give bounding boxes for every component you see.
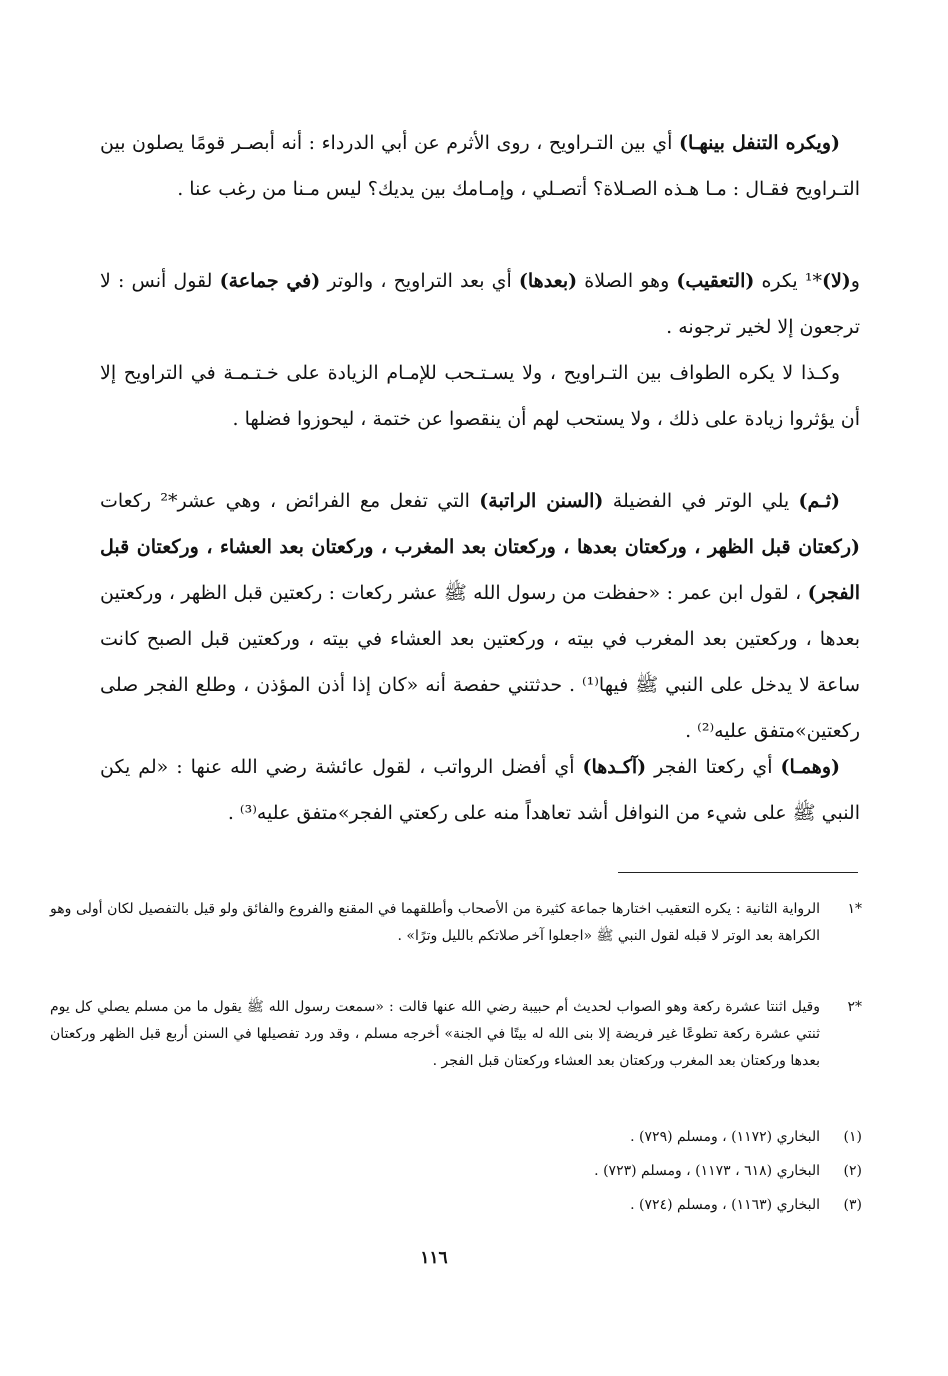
footnote-marker: (١) bbox=[843, 1129, 862, 1145]
text-run: *¹ يكره bbox=[754, 270, 822, 292]
bold-run: (ثـم) bbox=[798, 490, 840, 512]
footnote-4 bbox=[50, 1158, 862, 1185]
text-run: وكـذا لا يكره الطواف بين التـراويح ، ولا يسـتـحب للإمـام الزيادة على خـتـمـة في التراويح إلا أن يؤثروا زيادة على ذلك ، ولا يستحب لهم أن ينقصوا عن ختمة ، ليحوزوا فضلها . bbox=[100, 362, 860, 430]
bold-run: (ركعتان قبل الظهر ، وركعتان بعدها ، وركعتان بعد المغرب ، وركعتان بعد العشاء ، وركعتان قبل الفجر) bbox=[100, 536, 860, 604]
footnote-text: البخاري (٦١٨ ، ١١٧٣) ، ومسلم (٧٢٣) . bbox=[594, 1163, 820, 1179]
bold-run: (في جماعة) bbox=[219, 270, 321, 292]
footnote-text: الرواية الثانية : يكره التعقيب اختارها جماعة كثيرة من الأصحاب وأطلقهما في المقنع والفروع والفائق ولو قيل بالتفصيل لكان أولى وهو الكراهة بعد الوتر لا قبله لقول النبي ﷺ «اجعلوا آخر صلاتكم بالليل وترًا» . bbox=[50, 901, 820, 944]
footnote-marker: (٣) bbox=[843, 1197, 862, 1213]
paragraph-2 bbox=[100, 258, 860, 350]
text-run: التي تفعل مع الفرائض ، وهي عشر*² ركعات bbox=[100, 490, 480, 512]
text-run: أي بعد التراويح ، والوتر bbox=[320, 270, 519, 292]
page-number: ١١٦ bbox=[420, 1248, 448, 1268]
footnote-3 bbox=[50, 1124, 862, 1151]
text-run: أي بين التـراويح ، روى الأثرم عن أبي الدرداء : أنه أبصـر قومًا يصلون بين التـراويح فقـال : مـا هـذه الصـلاة؟ أتصـلي ، وإمـامك بين يديك؟ ليس مـنا من رغب عنا . bbox=[100, 132, 860, 200]
text-run: أي ركعتا الفجر bbox=[646, 756, 781, 778]
bold-run: (وهمـا) bbox=[780, 756, 840, 778]
main-text-5 bbox=[100, 744, 860, 836]
text-run: أي أفضل الرواتب ، لقول عائشة رضي الله عنها : «لم يكن النبي ﷺ على شيء من النوافل أشد تعاهداً منه على ركعتي الفجر»متفق عليه⁽³⁾ . bbox=[100, 756, 860, 824]
paragraph-5 bbox=[100, 744, 860, 836]
footnote-text: وقيل اثنتا عشرة ركعة وهو الصواب لحديث أم حبيبة رضي الله عنها قالت : «سمعت رسول الله ﷺ يقول ما من مسلم يصلي كل يوم ثنتي عشرة ركعة تطوعًا غير فريضة إلا بنى الله له بيتًا في الجنة» أخرجه مسلم ، وقد ورد تفصيلها في السنن أربع قبل الظهر وركعتان بعدها وركعتان بعد المغرب وركعتان بعد العشاء وركعتان قبل الفجر . bbox=[50, 999, 820, 1069]
footnote-marker: *١ bbox=[847, 901, 862, 917]
paragraph-4 bbox=[100, 478, 860, 754]
paragraph-1 bbox=[100, 120, 860, 212]
footnote-text: البخاري (١١٧٢) ، ومسلم (٧٢٩) . bbox=[630, 1129, 820, 1145]
footnote-separator bbox=[618, 872, 858, 873]
text-run: و bbox=[850, 270, 860, 292]
paragraph-3 bbox=[100, 350, 860, 442]
footnote-marker: *٢ bbox=[847, 999, 862, 1015]
main-text bbox=[100, 120, 860, 212]
footnote-5 bbox=[50, 1192, 862, 1219]
main-text-4 bbox=[100, 478, 860, 754]
main-text-3 bbox=[100, 350, 860, 442]
footnote-text: البخاري (١١٦٣) ، ومسلم (٧٢٤) . bbox=[630, 1197, 820, 1213]
footnote-marker: (٢) bbox=[843, 1163, 862, 1179]
footnote-1 bbox=[50, 896, 862, 950]
bold-run: (التعقيب) bbox=[676, 270, 755, 292]
bold-run: (السنن الراتبة) bbox=[479, 490, 604, 512]
footnote-2 bbox=[50, 994, 862, 1075]
text-run: يلي الوتر في الفضيلة bbox=[603, 490, 799, 512]
text-run: ، لقول ابن عمر : «حفظت من رسول الله ﷺ عشر ركعات : ركعتين قبل الظهر ، وركعتين بعدها ، وركعتين بعد المغرب في بيته ، وركعتين بعد العشاء في بيته ، وركعتين قبل الصبح كانت ساعة لا يدخل على النبي ﷺ فيها⁽¹⁾ . حدثتني حفصة أنه «كان إذا أذن المؤذن ، وطلع الفجر صلى ركعتين»متفق عليه⁽²⁾ . bbox=[100, 582, 861, 742]
text-run: لقول أنس : لا ترجعون إلا لخير ترجونه . bbox=[100, 270, 860, 338]
text-run: وهو الصلاة bbox=[577, 270, 677, 292]
main-text-2 bbox=[100, 258, 860, 350]
bold-run: (آكـدها) bbox=[582, 756, 647, 778]
bold-run: (ويكره التنفل بينهـا) bbox=[679, 132, 840, 154]
bold-run: (بعدها) bbox=[518, 270, 578, 292]
bold-run: (لا) bbox=[821, 270, 851, 292]
